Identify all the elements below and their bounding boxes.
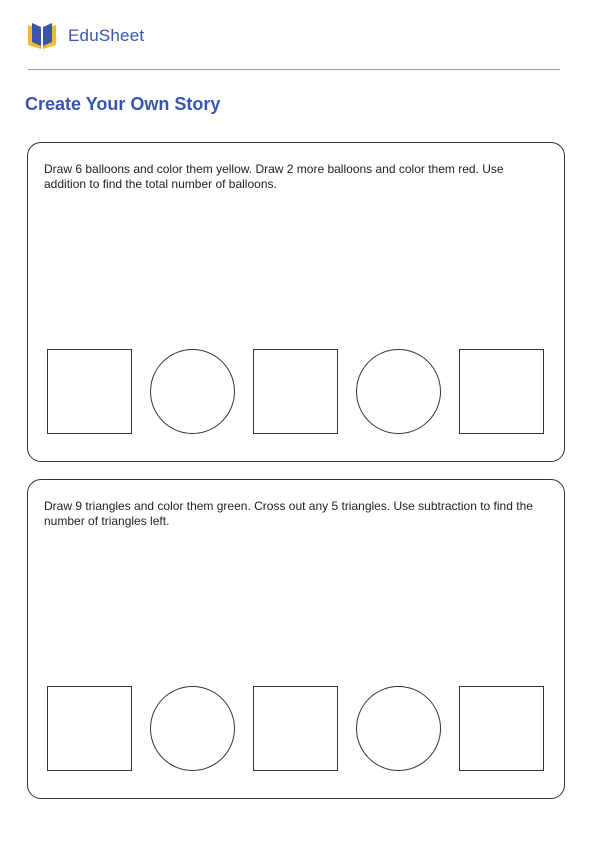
- drawing-box-square[interactable]: [459, 686, 544, 771]
- activity-card: [27, 142, 565, 462]
- drawing-box-square[interactable]: [253, 686, 338, 771]
- drawing-box-circle[interactable]: [150, 349, 235, 434]
- activity-card: [27, 479, 565, 799]
- drawing-box-square[interactable]: [253, 349, 338, 434]
- drawing-box-circle[interactable]: [356, 349, 441, 434]
- open-book-icon: [26, 21, 58, 51]
- activity-prompt: Draw 6 balloons and color them yellow. Draw 2 more balloons and color them red. Use addition to find the total number of balloons.: [44, 162, 504, 191]
- header-divider: [28, 69, 560, 70]
- activity-prompt: Draw 9 triangles and color them green. Cross out any 5 triangles. Use subtraction to find the number of triangles left.: [44, 499, 533, 528]
- drawing-box-square[interactable]: [47, 686, 132, 771]
- drawing-box-circle[interactable]: [150, 686, 235, 771]
- page-title: Create Your Own Story: [25, 94, 221, 114]
- header: [26, 20, 144, 52]
- drawing-box-square[interactable]: [47, 349, 132, 434]
- brand-name: EduSheet: [68, 26, 145, 45]
- drawing-box-square[interactable]: [459, 349, 544, 434]
- drawing-box-circle[interactable]: [356, 686, 441, 771]
